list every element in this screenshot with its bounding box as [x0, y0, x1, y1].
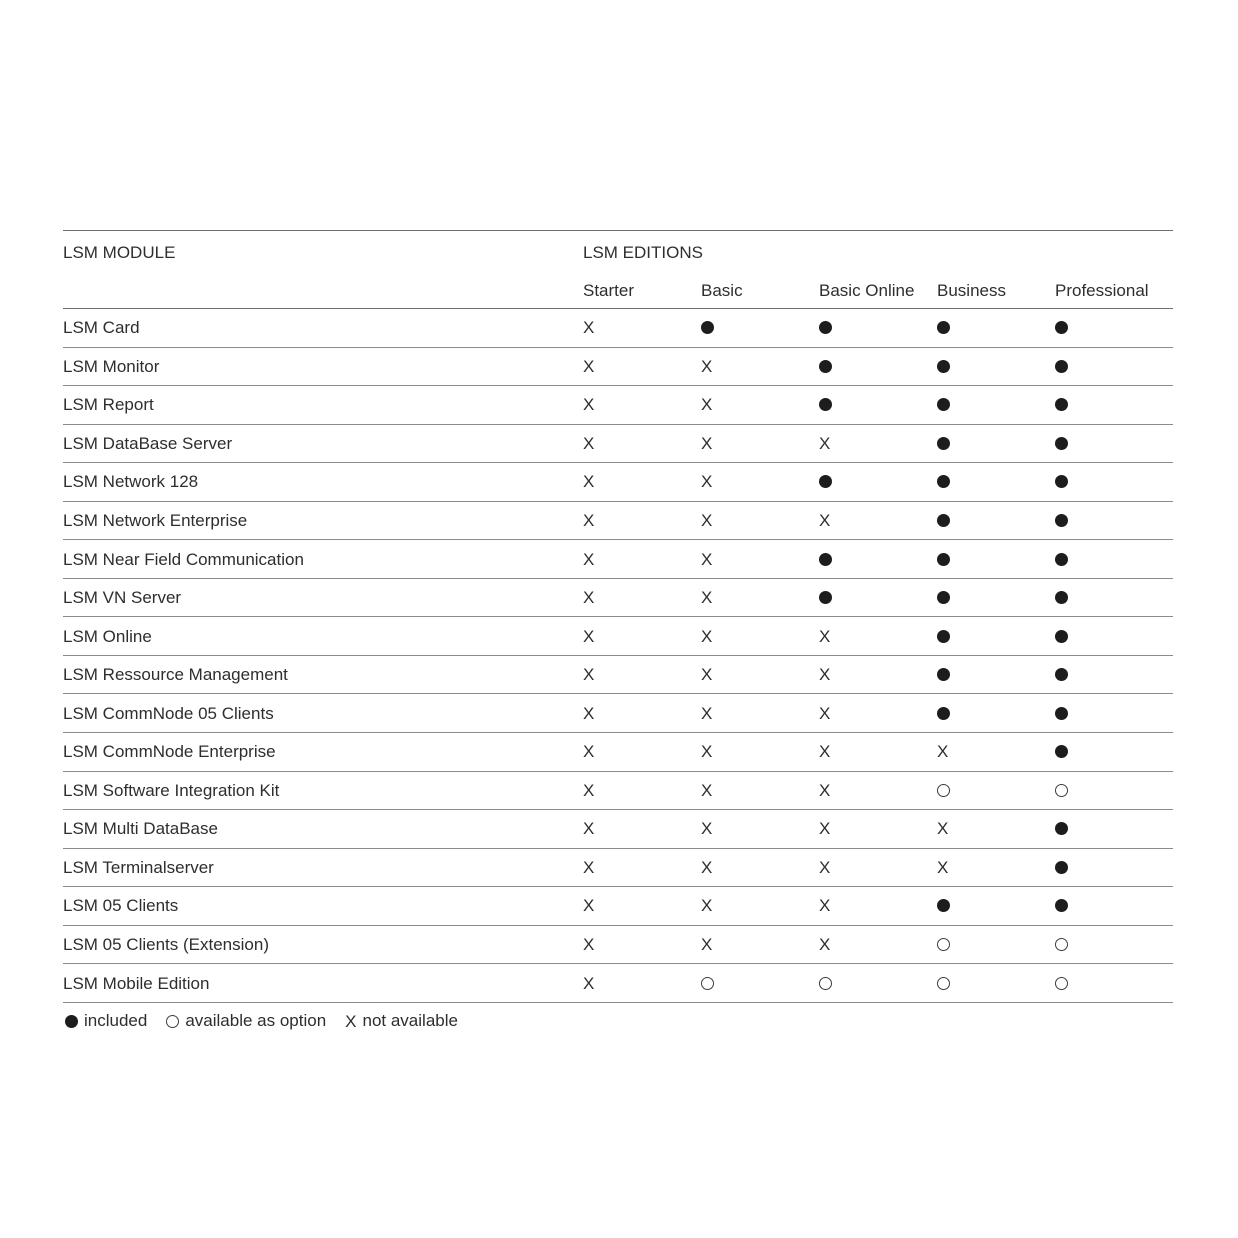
availability-cell [1055, 899, 1173, 912]
table-body [63, 309, 1173, 1003]
not-available-x-mark: X [819, 857, 831, 877]
availability-cell [1055, 861, 1173, 874]
availability-cell [583, 589, 701, 606]
included-dot-icon [819, 398, 832, 411]
column-header-business: Business [937, 281, 1006, 300]
availability-cell [937, 321, 1055, 334]
availability-cell [819, 705, 937, 722]
availability-cell [583, 705, 701, 722]
module-name: LSM DataBase Server [63, 433, 233, 453]
not-available-x-mark: X [701, 356, 713, 376]
table-row [63, 656, 1173, 695]
column-header-basic: Basic [701, 281, 743, 300]
availability-cell [583, 435, 701, 452]
table-header [63, 231, 1173, 309]
included-dot-icon [1055, 861, 1068, 874]
not-available-x-mark: X [583, 549, 595, 569]
availability-cell [701, 897, 819, 914]
availability-cell [583, 743, 701, 760]
availability-cell [701, 705, 819, 722]
availability-cell [1055, 437, 1173, 450]
included-dot-icon [937, 398, 950, 411]
included-dot-icon [1055, 514, 1068, 527]
option-circle-icon [937, 977, 950, 990]
included-dot-icon [937, 514, 950, 527]
table-row [63, 887, 1173, 926]
table-header-row-editions [63, 273, 1173, 309]
not-available-x-mark: X [819, 511, 831, 530]
legend-label: not available [362, 1011, 458, 1030]
module-name: LSM Network Enterprise [63, 511, 248, 530]
legend-label: available as option [185, 1011, 327, 1030]
not-available-x-mark: X [701, 395, 713, 415]
availability-cell [701, 396, 819, 413]
not-available-x-mark: X [701, 433, 713, 453]
included-dot-icon [1055, 707, 1068, 720]
legend [65, 1010, 458, 1032]
not-available-x-mark: X [701, 549, 713, 569]
module-name: LSM Network 128 [63, 472, 199, 492]
included-dot-icon [1055, 630, 1068, 643]
availability-cell [701, 321, 819, 334]
not-available-x-mark: X [819, 665, 831, 685]
availability-cell [701, 977, 819, 990]
included-dot-icon [1055, 668, 1068, 681]
availability-cell [701, 859, 819, 876]
availability-cell [583, 666, 701, 683]
lsm-editions-comparison-table [63, 230, 1173, 1003]
availability-cell [583, 396, 701, 413]
availability-cell [1055, 630, 1173, 643]
not-available-x-mark: X [583, 395, 595, 415]
not-available-x-mark: X [701, 935, 713, 955]
included-dot-icon [1055, 822, 1068, 835]
not-available-x-mark: X [701, 896, 713, 916]
included-dot-icon [1055, 360, 1068, 373]
table-header-row-titles [63, 231, 1173, 273]
availability-cell [583, 859, 701, 876]
module-column-title: LSM MODULE [63, 242, 176, 262]
not-available-x-mark: X [583, 511, 595, 530]
option-circle-icon [1055, 938, 1068, 951]
availability-cell [1055, 321, 1173, 334]
availability-cell [583, 319, 701, 336]
availability-cell [937, 784, 1055, 797]
availability-cell [1055, 668, 1173, 681]
not-available-x-mark: X [583, 896, 595, 916]
not-available-x-mark: X [701, 780, 713, 800]
availability-cell [1055, 977, 1173, 990]
included-dot-icon [1055, 321, 1068, 334]
availability-cell [937, 630, 1055, 643]
availability-cell [701, 820, 819, 837]
availability-cell [583, 551, 701, 568]
availability-cell [701, 743, 819, 760]
option-circle-icon [819, 977, 832, 990]
availability-cell [819, 475, 937, 488]
not-available-x-mark: X [583, 665, 595, 685]
module-name: LSM Software Integration Kit [63, 780, 280, 800]
column-header-starter: Starter [583, 281, 635, 300]
availability-cell [583, 512, 701, 529]
table-row [63, 772, 1173, 811]
availability-cell [819, 512, 937, 529]
availability-cell [701, 936, 819, 953]
module-name: LSM Online [63, 626, 152, 646]
availability-cell [937, 859, 1055, 876]
not-available-x-mark: X [819, 780, 831, 800]
column-header-professional: Professional [1055, 281, 1149, 300]
included-dot-icon [819, 591, 832, 604]
not-available-x-mark: X [583, 433, 595, 453]
availability-cell [701, 666, 819, 683]
included-dot-icon [1055, 475, 1068, 488]
not-available-x-mark: X [345, 1011, 357, 1031]
module-name: LSM CommNode 05 Clients [63, 703, 274, 723]
availability-cell [1055, 938, 1173, 951]
availability-cell [937, 668, 1055, 681]
not-available-x-mark: X [583, 588, 595, 608]
availability-cell [583, 936, 701, 953]
editions-group-title: LSM EDITIONS [583, 242, 703, 262]
included-dot-icon [1055, 553, 1068, 566]
not-available-x-mark: X [819, 433, 831, 453]
availability-cell [937, 899, 1055, 912]
availability-cell [701, 589, 819, 606]
module-name: LSM Report [63, 395, 154, 415]
module-name: LSM 05 Clients (Extension) [63, 935, 269, 955]
option-circle-icon [937, 938, 950, 951]
not-available-x-mark: X [701, 472, 713, 492]
table-row [63, 810, 1173, 849]
availability-cell [937, 553, 1055, 566]
not-available-x-mark: X [937, 742, 949, 762]
availability-cell [701, 782, 819, 799]
module-name: LSM VN Server [63, 588, 182, 608]
included-dot-icon [937, 707, 950, 720]
option-circle-icon [166, 1015, 179, 1028]
availability-cell [819, 553, 937, 566]
included-dot-icon [819, 360, 832, 373]
module-name: LSM Monitor [63, 356, 160, 376]
module-name: LSM Near Field Communication [63, 549, 304, 569]
table-row [63, 849, 1173, 888]
included-dot-icon [937, 321, 950, 334]
availability-cell [1055, 591, 1173, 604]
availability-cell [701, 512, 819, 529]
availability-cell [937, 437, 1055, 450]
availability-cell [937, 938, 1055, 951]
not-available-x-mark: X [701, 703, 713, 723]
included-dot-icon [1055, 398, 1068, 411]
module-name: LSM Card [63, 318, 140, 338]
availability-cell [819, 743, 937, 760]
not-available-x-mark: X [583, 973, 595, 993]
included-dot-icon [937, 553, 950, 566]
availability-cell [819, 782, 937, 799]
availability-cell [819, 435, 937, 452]
table-row [63, 540, 1173, 579]
availability-cell [583, 358, 701, 375]
availability-cell [937, 743, 1055, 760]
availability-cell [583, 473, 701, 490]
not-available-x-mark: X [583, 742, 595, 762]
included-dot-icon [819, 553, 832, 566]
availability-cell [937, 398, 1055, 411]
option-circle-icon [701, 977, 714, 990]
module-name: LSM Mobile Edition [63, 973, 210, 993]
not-available-x-mark: X [819, 703, 831, 723]
not-available-x-mark: X [701, 511, 713, 530]
availability-cell [819, 591, 937, 604]
included-dot-icon [1055, 591, 1068, 604]
included-dot-icon [1055, 437, 1068, 450]
availability-cell [937, 514, 1055, 527]
not-available-x-mark: X [701, 626, 713, 646]
availability-cell [1055, 475, 1173, 488]
not-available-x-mark: X [583, 819, 595, 839]
availability-cell [819, 820, 937, 837]
not-available-x-mark: X [819, 742, 831, 762]
option-circle-icon [1055, 977, 1068, 990]
availability-cell [1055, 745, 1173, 758]
availability-cell [583, 628, 701, 645]
legend-item [166, 1010, 326, 1032]
availability-cell [937, 820, 1055, 837]
included-dot-icon [937, 899, 950, 912]
included-dot-icon [1055, 899, 1068, 912]
availability-cell [583, 975, 701, 992]
not-available-x-mark: X [583, 857, 595, 877]
column-header-basic-online: Basic Online [819, 281, 915, 300]
availability-cell [937, 360, 1055, 373]
included-dot-icon [819, 475, 832, 488]
availability-cell [583, 897, 701, 914]
table-row [63, 964, 1173, 1003]
availability-cell [937, 977, 1055, 990]
module-name: LSM Terminalserver [63, 857, 214, 877]
not-available-x-mark: X [583, 626, 595, 646]
table-row [63, 425, 1173, 464]
not-available-x-mark: X [819, 896, 831, 916]
included-dot-icon [819, 321, 832, 334]
availability-cell [1055, 398, 1173, 411]
availability-cell [819, 360, 937, 373]
availability-cell [583, 782, 701, 799]
legend-item [345, 1010, 458, 1032]
availability-cell [701, 551, 819, 568]
availability-cell [819, 977, 937, 990]
availability-cell [819, 666, 937, 683]
not-available-x-mark: X [819, 935, 831, 955]
not-available-x-mark: X [937, 857, 949, 877]
availability-cell [819, 398, 937, 411]
availability-cell [1055, 514, 1173, 527]
not-available-x-mark: X [701, 665, 713, 685]
included-dot-icon [937, 630, 950, 643]
included-dot-icon [937, 437, 950, 450]
not-available-x-mark: X [937, 819, 949, 839]
availability-cell [937, 475, 1055, 488]
not-available-x-mark: X [583, 318, 595, 338]
legend-label: included [84, 1011, 148, 1030]
not-available-x-mark: X [701, 588, 713, 608]
option-circle-icon [937, 784, 950, 797]
availability-cell [701, 358, 819, 375]
option-circle-icon [1055, 784, 1068, 797]
availability-cell [1055, 784, 1173, 797]
included-dot-icon [1055, 745, 1068, 758]
module-name: LSM Multi DataBase [63, 819, 218, 839]
availability-cell [583, 820, 701, 837]
not-available-x-mark: X [701, 819, 713, 839]
table-row [63, 309, 1173, 348]
not-available-x-mark: X [701, 742, 713, 762]
included-dot-icon [701, 321, 714, 334]
availability-cell [1055, 553, 1173, 566]
module-name: LSM CommNode Enterprise [63, 742, 276, 762]
availability-cell [819, 859, 937, 876]
table-row [63, 579, 1173, 618]
not-available-x-mark: X [583, 703, 595, 723]
table-row [63, 617, 1173, 656]
availability-cell [1055, 360, 1173, 373]
included-dot-icon [937, 475, 950, 488]
not-available-x-mark: X [583, 356, 595, 376]
availability-cell [1055, 822, 1173, 835]
availability-cell [819, 628, 937, 645]
included-dot-icon [937, 591, 950, 604]
not-available-x-mark: X [819, 626, 831, 646]
not-available-x-mark: X [819, 819, 831, 839]
availability-cell [819, 897, 937, 914]
availability-cell [701, 473, 819, 490]
availability-cell [819, 936, 937, 953]
not-available-x-mark: X [583, 935, 595, 955]
not-available-x-mark: X [583, 472, 595, 492]
availability-cell [1055, 707, 1173, 720]
not-available-x-mark: X [701, 857, 713, 877]
module-name: LSM 05 Clients [63, 896, 179, 916]
availability-cell [701, 435, 819, 452]
table-row [63, 733, 1173, 772]
included-dot-icon [937, 668, 950, 681]
table-row [63, 694, 1173, 733]
table-row [63, 386, 1173, 425]
legend-item [65, 1010, 147, 1032]
availability-cell [819, 321, 937, 334]
table-row [63, 502, 1173, 541]
not-available-x-mark: X [583, 780, 595, 800]
availability-cell [937, 707, 1055, 720]
table-row [63, 926, 1173, 965]
included-dot-icon [65, 1015, 78, 1028]
table-row [63, 463, 1173, 502]
availability-cell [701, 628, 819, 645]
included-dot-icon [937, 360, 950, 373]
module-name: LSM Ressource Management [63, 665, 288, 685]
availability-cell [937, 591, 1055, 604]
table-row [63, 348, 1173, 387]
